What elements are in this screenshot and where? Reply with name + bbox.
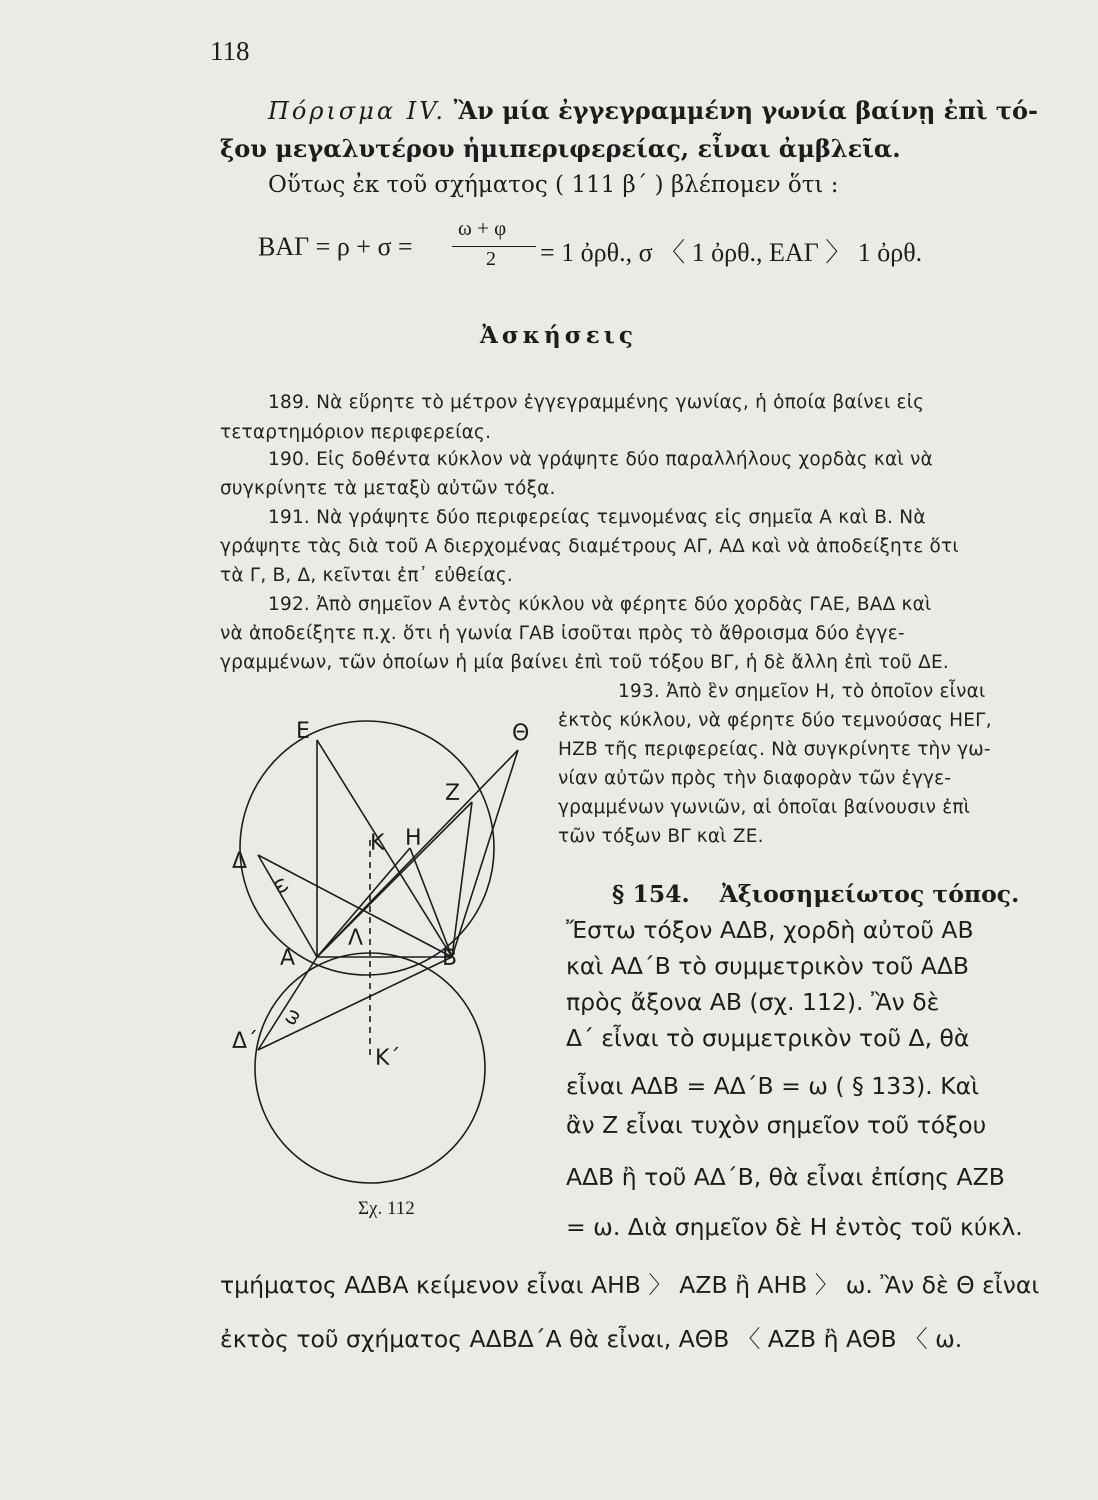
exercises-heading: Ἀσκήσεις xyxy=(480,322,637,349)
exercise-line: συγκρίνητε τὰ μεταξὺ αὐτῶν τόξα. xyxy=(220,478,556,499)
figure-caption: Σχ. 112 xyxy=(358,1198,415,1219)
exercise-line: γραμμένων, τῶν ὁποίων ἡ μία βαίνει ἐπὶ τοῦ τόξου ΒΓ, ἡ δὲ ἄλλη ἐπὶ τοῦ ΔΕ. xyxy=(220,652,949,673)
segment-AH xyxy=(317,848,410,957)
section-line: ἂν Ζ εἶναι τυχὸν σημεῖον τοῦ τόξου xyxy=(566,1111,987,1139)
label-K-prime: Κ΄ xyxy=(375,1046,401,1071)
label-A: Α xyxy=(280,946,296,971)
label-omega-lower: ω xyxy=(278,1004,306,1030)
exercise-line: 191. Νὰ γράψητε δύο περιφερείας τεμνομένας εἰς σημεῖα Α καὶ Β. Νὰ xyxy=(268,507,926,528)
label-omega-upper: ω xyxy=(268,873,296,898)
exercise-193-line: νίαν αὐτῶν πρὸς τὴν διαφορὰν τῶν ἐγγε- xyxy=(558,768,952,789)
section-number: § 154. xyxy=(612,880,690,908)
section-line: Δ΄ εἶναι τὸ συμμετρικὸν τοῦ Δ, θὰ xyxy=(566,1024,970,1052)
exercise-193-line: γραμμένων γωνιῶν, αἱ ὁποῖαι βαίνουσιν ἐπὶ xyxy=(558,797,971,818)
section-line: εἶναι ΑΔΒ = ΑΔ΄Β = ω ( § 133). Καὶ xyxy=(566,1072,980,1100)
label-Delta-prime: Δ΄ xyxy=(232,1029,259,1054)
segment-HB xyxy=(410,848,452,957)
formula-denominator: 2 xyxy=(486,248,496,270)
exercise-193-line: τῶν τόξων ΒΓ καὶ ΖΕ. xyxy=(558,826,764,847)
figure-112 xyxy=(210,700,550,1200)
exercise-193-line: 193. Ἀπὸ ἓν σημεῖον Η, τὸ ὁποῖον εἶναι xyxy=(618,681,986,702)
section-line: ΑΔΒ ἢ τοῦ ΑΔ΄Β, θὰ εἶναι ἐπίσης ΑΖΒ xyxy=(566,1163,1005,1191)
segment-AZ xyxy=(317,802,472,957)
label-H: Η xyxy=(405,826,422,851)
section-line: = ω. Διὰ σημεῖον δὲ Η ἐντὸς τοῦ κύκλ. xyxy=(566,1213,1023,1241)
section-title: Ἀξιοσημείωτος τόπος. xyxy=(719,880,1020,908)
exercise-line: 190. Εἰς δοθέντα κύκλον νὰ γράψητε δύο παραλλήλους χορδὰς καὶ νὰ xyxy=(268,449,933,470)
exercise-line: 189. Νὰ εὕρητε τὸ μέτρον ἐγγεγραμμένης γωνίας, ἡ ὁποία βαίνει εἰς xyxy=(268,392,925,413)
exercise-193-line: ἐκτὸς κύκλου, νὰ φέρητε δύο τεμνούσας ΗΕΓ, xyxy=(558,710,992,731)
section-line: ἐκτὸς τοῦ σχήματος ΑΔΒΔ΄Α θὰ εἶναι, ΑΘΒ 〈 ΑΖΒ ἢ ΑΘΒ 〈 ω. xyxy=(220,1325,963,1353)
segment-ZB xyxy=(452,802,472,957)
formula-lhs: ΒΑΓ = ρ + σ = xyxy=(258,232,413,261)
corollary-heading xyxy=(268,96,1038,125)
section-line: Ἔστω τόξον ΑΔΒ, χορδὴ αὐτοῦ ΑΒ xyxy=(566,916,974,944)
exercise-line: νὰ ἀποδείξητε π.χ. ὅτι ἡ γωνία ΓΑΒ ἰσοῦται πρὸς τὸ ἄθροισμα δύο ἐγγε- xyxy=(220,623,905,644)
label-Lambda: Λ xyxy=(348,926,364,951)
exercise-line: τεταρτημόριον περιφερείας. xyxy=(220,422,492,443)
exercise-line: 192. Ἀπὸ σημεῖον Α ἐντὸς κύκλου νὰ φέρητε δύο χορδὰς ΓΑΕ, ΒΑΔ καὶ xyxy=(268,594,932,615)
formula-rhs: = 1 ὀρθ., σ 〈 1 ὀρθ., ΕΑΓ 〉 1 ὀρθ. xyxy=(540,238,923,267)
label-K: Κ xyxy=(370,831,385,856)
page-number: 118 xyxy=(210,36,250,66)
label-B: Β xyxy=(442,946,458,971)
corollary-statement-line2: ξου μεγαλυτέρου ἡμιπεριφερείας, εἶναι ἀμβλεῖα. xyxy=(220,134,901,163)
formula-fraction-bar xyxy=(452,246,536,247)
formula-numerator: ω + φ xyxy=(458,216,507,240)
segment-EB xyxy=(317,740,452,957)
section-line: καὶ ΑΔ΄Β τὸ συμμετρικὸν τοῦ ΑΔΒ xyxy=(566,952,970,980)
exercise-line: γράψητε τὰς διὰ τοῦ Α διερχομένας διαμέτρους ΑΓ, ΑΔ καὶ νὰ ἀποδείξητε ὅτι xyxy=(220,536,959,557)
section-heading xyxy=(612,880,1019,908)
label-Z: Ζ xyxy=(445,781,461,806)
corollary-statement-line1: Ἂν μία ἐγγεγραμμένη γωνία βαίνῃ ἐπὶ τό- xyxy=(453,96,1038,125)
label-E: Ε xyxy=(296,719,310,744)
corollary-text-line: Οὕτως ἐκ τοῦ σχήματος ( 111 β΄ ) βλέπομεν ὅτι : xyxy=(268,172,839,198)
corollary-label: Πόρισμα IV. xyxy=(268,97,446,125)
upper-circle-arc xyxy=(240,721,494,975)
label-Delta: Δ xyxy=(232,849,248,874)
section-line: πρὸς ἄξονα ΑΒ (σχ. 112). Ἂν δὲ xyxy=(566,988,940,1016)
section-line: τμήματος ΑΔΒΑ κείμενον εἶναι ΑΗΒ 〉 ΑΖΒ ἢ ΑΗΒ 〉 ω. Ἂν δὲ Θ εἶναι xyxy=(220,1271,1040,1299)
exercise-line: τὰ Γ, Β, Δ, κεῖνται ἐπ᾽ εὐθείας. xyxy=(220,565,514,586)
exercise-193-line: ΗΖΒ τῆς περιφερείας. Νὰ συγκρίνητε τὴν γω- xyxy=(558,739,991,760)
label-Theta: Θ xyxy=(512,721,530,746)
segment-BTheta xyxy=(452,750,518,957)
